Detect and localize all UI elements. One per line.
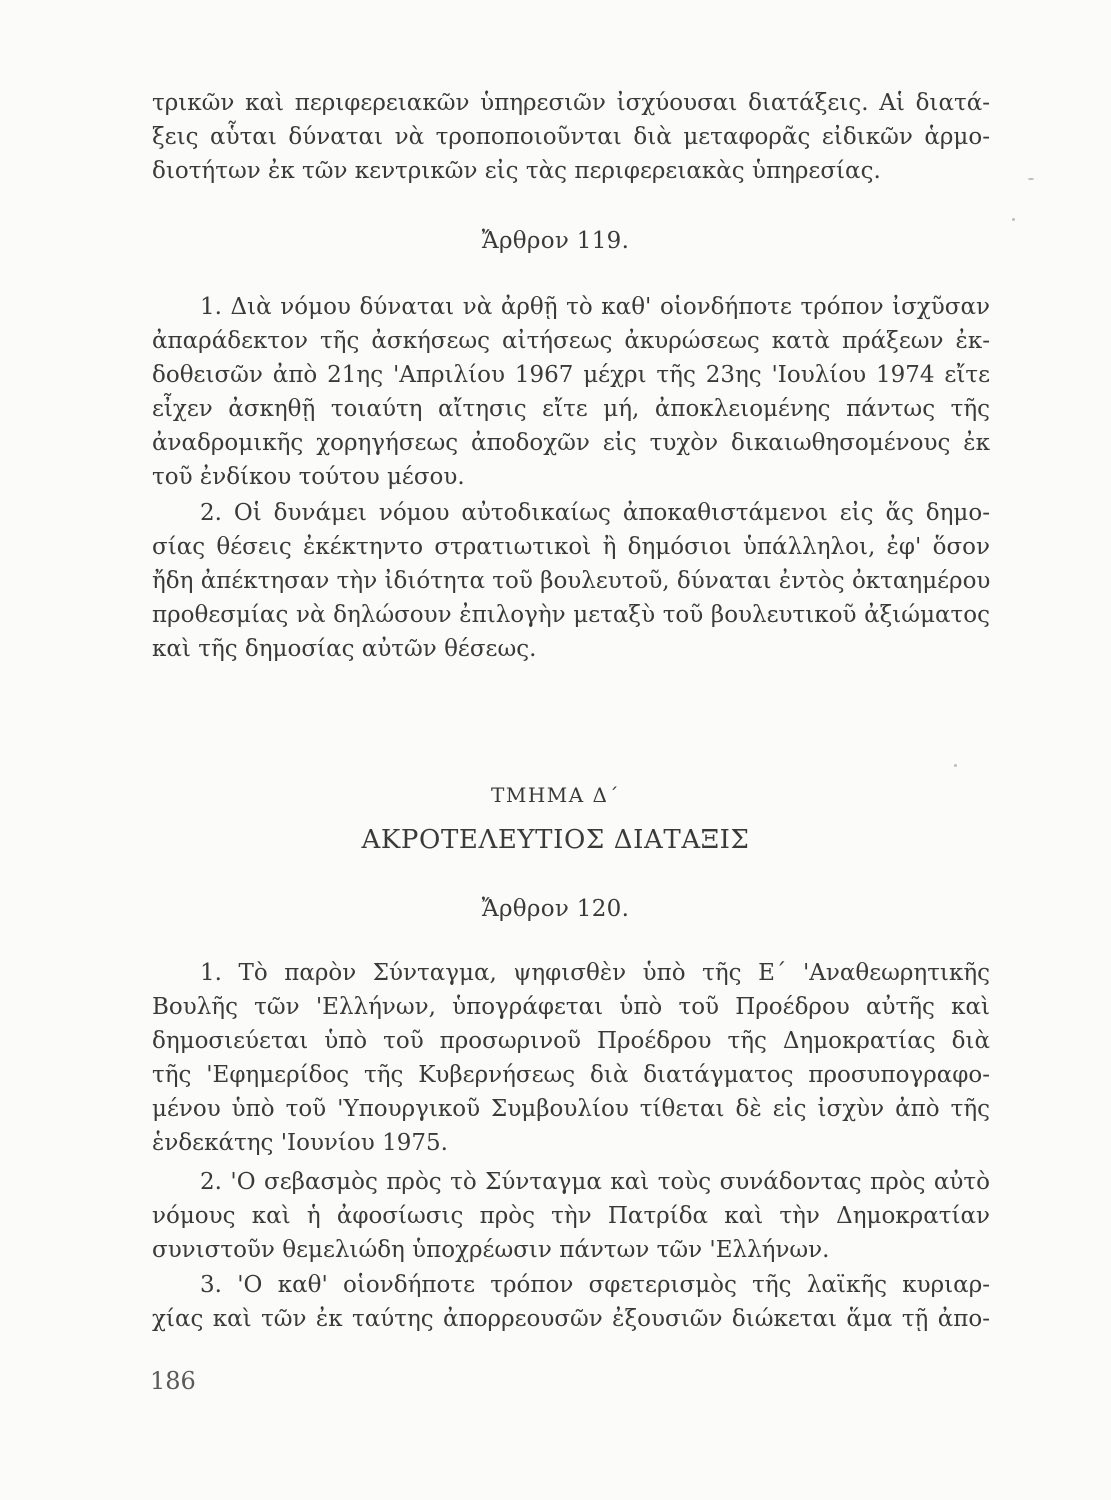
text-line: νόμους καὶ ἡ ἀφοσίωσις πρὸς τὴν Πατρίδα καὶ τὴν Δημοκρατίαν bbox=[152, 1203, 990, 1229]
text-line: συνιστοῦν θεμελιώδη ὑποχρέωσιν πάντων τῶν 'Ελλήνων. bbox=[152, 1237, 830, 1263]
text-line: καὶ τῆς δημοσίας αὐτῶν θέσεως. bbox=[152, 636, 537, 662]
article-120-paragraph-1 bbox=[152, 956, 990, 1160]
text-line: διοτήτων ἐκ τῶν κεντρικῶν εἰς τὰς περιφερειακὰς ὑπηρεσίας. bbox=[152, 158, 881, 184]
article-119-heading: Ἄρθρον 119. bbox=[481, 228, 630, 254]
text-line: τῆς 'Εφημερίδος τῆς Κυβερνήσεως διὰ διατάγματος προσυπογραφο- bbox=[152, 1062, 990, 1088]
text-line: μένου ὑπὸ τοῦ 'Υπουργικοῦ Συμβουλίου τίθεται δὲ εἰς ἰσχὺν ἀπὸ τῆς bbox=[152, 1096, 990, 1122]
text-line: 2. Οἱ δυνάμει νόμου αὐτοδικαίως ἀποκαθιστάμενοι εἰς ἅς δημο- bbox=[200, 500, 990, 526]
page-number: 186 bbox=[150, 1367, 196, 1395]
scan-speck bbox=[1012, 218, 1015, 221]
text-line: Βουλῆς τῶν 'Ελλήνων, ὑπογράφεται ὑπὸ τοῦ Προέδρου αὐτῆς καὶ bbox=[152, 994, 990, 1020]
scan-speck bbox=[1028, 178, 1034, 180]
text-line: χίας καὶ τῶν ἐκ ταύτης ἀπορρεουσῶν ἐξουσιῶν διώκεται ἅμα τῇ ἀπο- bbox=[152, 1306, 990, 1332]
text-line: ἑνδεκάτης 'Ιουνίου 1975. bbox=[152, 1130, 448, 1156]
text-line: δημοσιεύεται ὑπὸ τοῦ προσωρινοῦ Προέδρου τῆς Δημοκρατίας διὰ bbox=[152, 1028, 990, 1054]
section-label: ΤΜΗΜΑ Δ΄ bbox=[491, 783, 620, 807]
text-line: ἤδη ἀπέκτησαν τὴν ἰδιότητα τοῦ βουλευτοῦ, δύναται ἐντὸς ὀκταημέρου bbox=[152, 568, 991, 594]
text-line: τρικῶν καὶ περιφερειακῶν ὑπηρεσιῶν ἰσχύουσαι διατάξεις. Αἱ διατά- bbox=[152, 90, 990, 116]
text-line: σίας θέσεις ἐκέκτηντο στρατιωτικοὶ ἢ δημόσιοι ὑπάλληλοι, ἐφ' ὅσον bbox=[152, 534, 990, 560]
article-119-paragraph-1 bbox=[152, 290, 990, 494]
text-line: ἀναδρομικῆς χορηγήσεως ἀποδοχῶν εἰς τυχὸν δικαιωθησομένους ἐκ bbox=[152, 430, 990, 456]
intro-paragraph bbox=[152, 86, 990, 188]
scan-speck bbox=[954, 764, 957, 767]
article-119-paragraph-2 bbox=[152, 496, 990, 666]
text-line: ξεις αὗται δύναται νὰ τροποποιοῦνται διὰ μεταφορᾶς εἰδικῶν ἁρμο- bbox=[152, 124, 990, 150]
article-120-paragraph-2 bbox=[152, 1165, 990, 1267]
text-line: εἶχεν ἀσκηθῇ τοιαύτη αἴτησις εἴτε μή, ἀποκλειομένης πάντως τῆς bbox=[152, 396, 990, 422]
text-line: 3. 'Ο καθ' οἱονδήποτε τρόπον σφετερισμὸς τῆς λαϊκῆς κυριαρ- bbox=[200, 1272, 990, 1298]
article-120-heading: Ἄρθρον 120. bbox=[481, 896, 630, 922]
text-line: προθεσμίας νὰ δηλώσουν ἐπιλογὴν μεταξὺ τοῦ βουλευτικοῦ ἀξιώματος bbox=[152, 602, 990, 628]
text-line: ἀπαράδεκτον τῆς ἀσκήσεως αἰτήσεως ἀκυρώσεως κατὰ πράξεων ἐκ- bbox=[152, 328, 990, 354]
text-line: 2. 'Ο σεβασμὸς πρὸς τὸ Σύνταγμα καὶ τοὺς συνάδοντας πρὸς αὐτὸ bbox=[200, 1169, 990, 1195]
text-line: δοθεισῶν ἀπὸ 21ης 'Απριλίου 1967 μέχρι τῆς 23ης 'Ιουλίου 1974 εἴτε bbox=[152, 362, 990, 388]
text-line: τοῦ ἐνδίκου τούτου μέσου. bbox=[152, 464, 465, 490]
section-title: ΑΚΡΟΤΕΛΕΥΤΙΟΣ ΔΙΑΤΑΞΙΣ bbox=[361, 825, 750, 855]
article-120-paragraph-3 bbox=[152, 1268, 990, 1336]
text-line: 1. Διὰ νόμου δύναται νὰ ἀρθῇ τὸ καθ' οἱονδήποτε τρόπον ἰσχῦσαν bbox=[200, 294, 990, 320]
text-line: 1. Τὸ παρὸν Σύνταγμα, ψηφισθὲν ὑπὸ τῆς Ε΄ 'Αναθεωρητικῆς bbox=[200, 960, 990, 986]
